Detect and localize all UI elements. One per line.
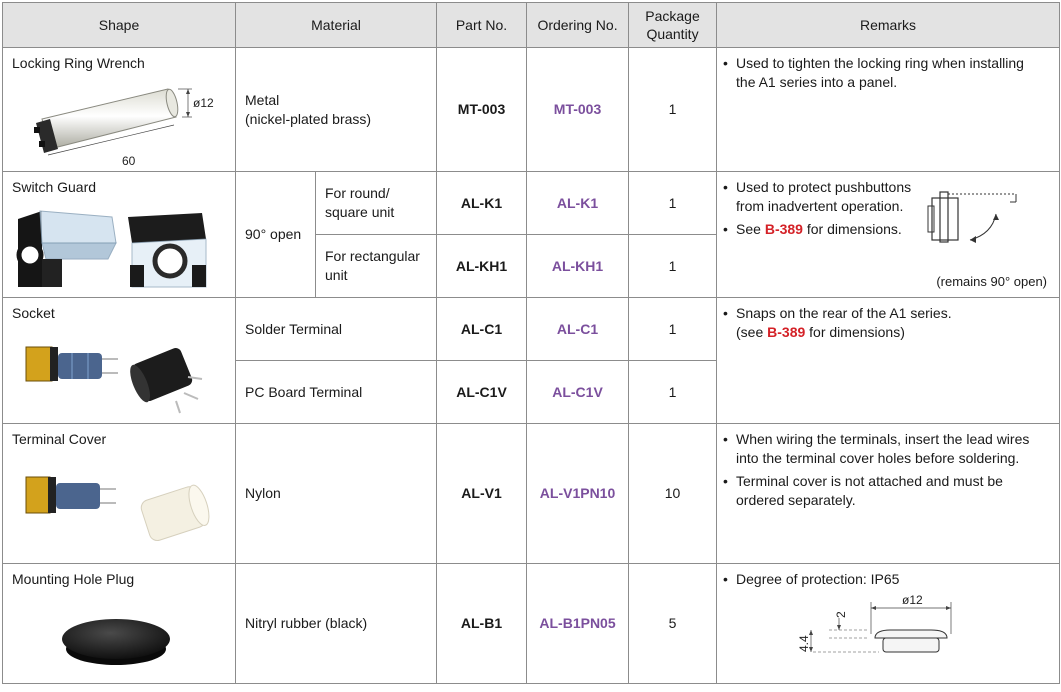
qty-cell: 5 <box>629 564 717 684</box>
part-no-cell: AL-V1 <box>437 424 527 564</box>
ordering-no-cell: AL-C1V <box>527 361 629 424</box>
table-row-wrench <box>3 48 1060 172</box>
shape-name: Socket <box>12 305 55 321</box>
guard-open-diagram <box>926 188 1051 256</box>
material-cell: Metal (nickel-plated brass) <box>236 48 437 172</box>
qty-cell: 1 <box>629 172 717 235</box>
remarks-cell <box>717 48 1060 172</box>
qty-cell: 1 <box>629 361 717 424</box>
wrench-length-label: 60 <box>122 154 136 168</box>
shape-cell <box>3 564 236 684</box>
diagram-caption: (remains 90° open) <box>936 274 1048 289</box>
page-reference: B-389 <box>767 324 806 340</box>
material-cell: Nitryl rubber (black) <box>236 564 437 684</box>
remark-item: • Used to protect pushbuttons from inadvertent operation. <box>723 179 912 214</box>
material-cell: Solder Terminal <box>236 298 437 361</box>
ordering-no-cell: AL-K1 <box>527 172 629 235</box>
part-no-cell: AL-B1 <box>437 564 527 684</box>
part-no-cell: AL-K1 <box>437 172 527 235</box>
table-row-socket-solder <box>3 298 1060 361</box>
shape-cell <box>3 298 236 424</box>
table-row-cover <box>3 424 1060 564</box>
header-package-quantity: Package Quantity <box>629 3 717 48</box>
ordering-no-cell: AL-V1PN10 <box>527 424 629 564</box>
header-material: Material <box>236 3 437 48</box>
qty-cell: 10 <box>629 424 717 564</box>
part-no-cell: AL-C1V <box>437 361 527 424</box>
part-no-cell: AL-C1 <box>437 298 527 361</box>
header-shape: Shape <box>3 3 236 48</box>
shape-name: Terminal Cover <box>12 431 107 447</box>
remarks-cell <box>717 298 1060 424</box>
ordering-no-cell: AL-KH1 <box>527 235 629 298</box>
accessories-table <box>2 2 1060 684</box>
plug-height-label: 4.4 <box>797 635 812 652</box>
qty-cell: 1 <box>629 298 717 361</box>
material-cell: PC Board Terminal <box>236 361 437 424</box>
remark-item: • Degree of protection: IP65 <box>723 571 900 587</box>
remarks-cell <box>717 172 1060 298</box>
remarks-cell <box>717 564 1060 684</box>
ordering-no-cell: AL-C1 <box>527 298 629 361</box>
remark-item: • When wiring the terminals, insert the lead wires into the terminal cover holes before soldering. <box>723 431 1030 466</box>
socket-image <box>12 329 222 415</box>
header-row <box>3 3 1060 48</box>
material-cell: 90° open <box>236 172 316 298</box>
remark-item: • Snaps on the rear of the A1 series. (see B-389 for dimensions) <box>723 305 952 340</box>
plug-thickness-label: 2 <box>834 611 849 618</box>
ordering-no-cell: MT-003 <box>527 48 629 172</box>
ordering-no-cell: AL-B1PN05 <box>527 564 629 684</box>
header-remarks: Remarks <box>717 3 1060 48</box>
terminal-cover-image <box>12 455 222 555</box>
qty-cell: 1 <box>629 235 717 298</box>
switch-guard-image <box>12 203 222 293</box>
header-part-no: Part No. <box>437 3 527 48</box>
part-no-cell: AL-KH1 <box>437 235 527 298</box>
shape-name: Locking Ring Wrench <box>12 55 145 71</box>
shape-cell <box>3 424 236 564</box>
wrench-image <box>12 79 222 168</box>
remark-item: • See B-389 for dimensions. <box>723 221 902 237</box>
variant-cell: For round/ square unit <box>316 172 437 235</box>
table-row-plug <box>3 564 1060 684</box>
page-reference: B-389 <box>764 221 803 237</box>
plug-dimension-diagram <box>799 594 969 666</box>
remarks-cell <box>717 424 1060 564</box>
table-row-guard-round <box>3 172 1060 235</box>
remark-item: • Used to tighten the locking ring when installing the A1 series into a panel. <box>723 55 1024 90</box>
wrench-diameter-label: ø12 <box>193 96 214 110</box>
plug-diameter-label: ø12 <box>902 593 923 607</box>
shape-cell <box>3 172 236 298</box>
variant-cell: For rectangular unit <box>316 235 437 298</box>
shape-name: Switch Guard <box>12 179 97 195</box>
header-ordering-no: Ordering No. <box>527 3 629 48</box>
remark-item: • Terminal cover is not attached and must be ordered separately. <box>723 473 1003 508</box>
shape-cell <box>3 48 236 172</box>
material-cell: Nylon <box>236 424 437 564</box>
part-no-cell: MT-003 <box>437 48 527 172</box>
hole-plug-image <box>12 595 222 679</box>
qty-cell: 1 <box>629 48 717 172</box>
shape-name: Mounting Hole Plug <box>12 571 135 587</box>
